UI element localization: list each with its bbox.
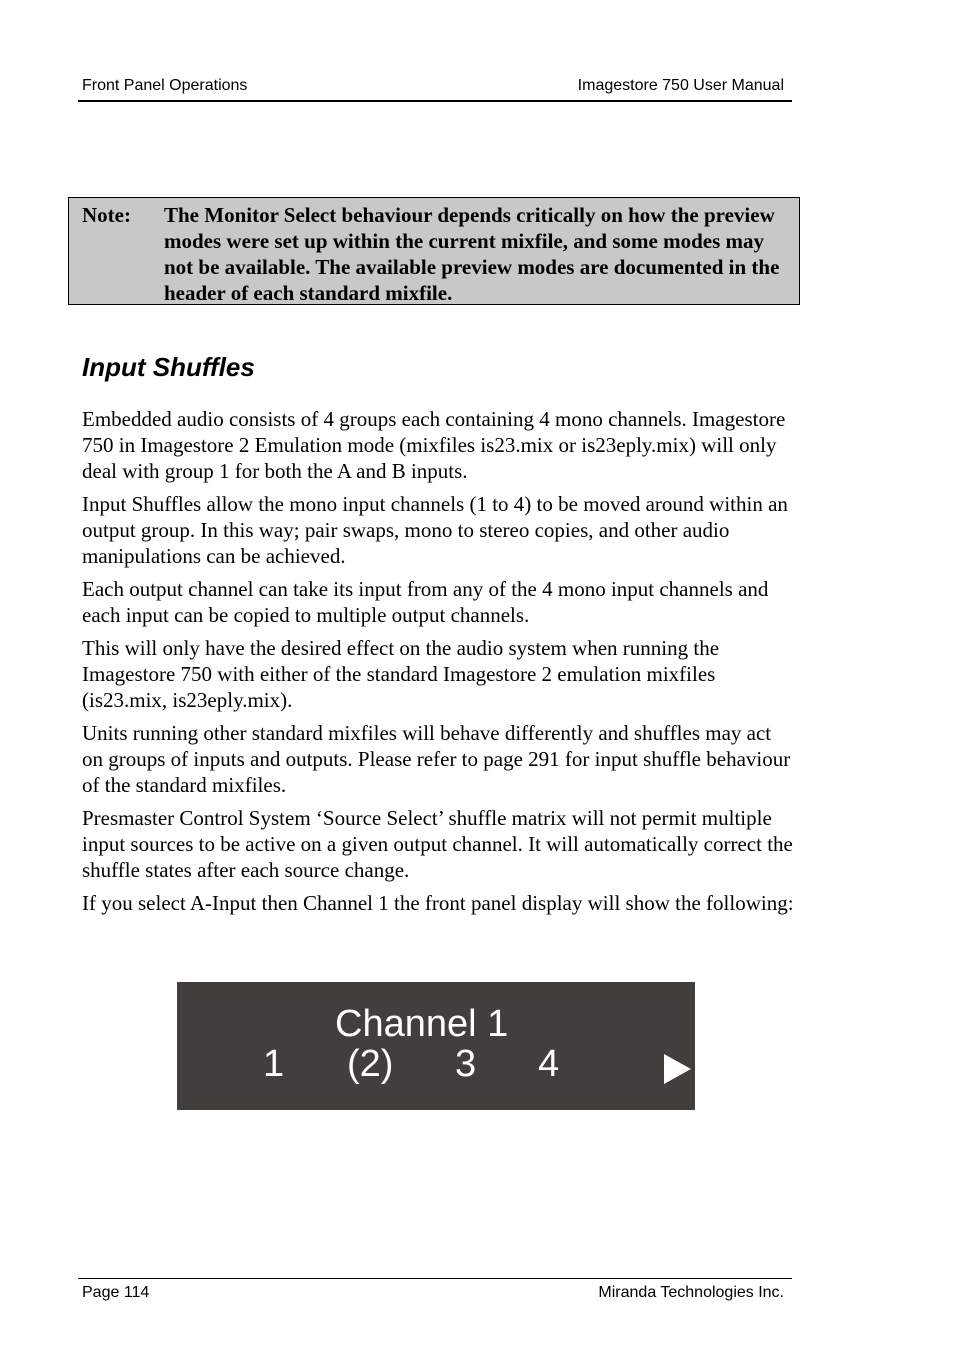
display-title: Channel 1 [335, 1003, 509, 1045]
display-channel-3: 3 [455, 1043, 477, 1085]
note-label: Note: [82, 203, 131, 227]
display-channel-4: 4 [538, 1043, 560, 1085]
right-triangle-icon [664, 1054, 691, 1084]
paragraph: Embedded audio consists of 4 groups each containing 4 mono channels. Imagestore 750 in Imagestore 2 Emulation mode (mixfiles is23.mix or is23eply.mix) will only deal with group 1 for both the A and B inputs. [82, 407, 786, 483]
body-text [82, 406, 794, 923]
paragraph: Units running other standard mixfiles will behave differently and shuffles may act on groups of inputs and outputs. Please refer to page 291 for input shuffle behaviour of the standard mixfiles. [82, 721, 791, 797]
paragraph: Presmaster Control System ‘Source Select’ shuffle matrix will not permit multiple input sources to be active on a given output channel. It will automatically correct the shuffle states after each source change. [82, 806, 793, 882]
paragraph: This will only have the desired effect on the audio system when running the Imagestore 750 with either of the standard Imagestore 2 emulation mixfiles (is23.mix, is23eply.mix). [82, 636, 720, 712]
header-manual-title: Imagestore 750 User Manual [577, 77, 784, 94]
note-box [68, 197, 800, 305]
display-channel-1: 1 [263, 1043, 285, 1085]
page-number: Page 114 [82, 1284, 150, 1301]
page-footer [78, 1278, 792, 1305]
section-heading: Input Shuffles [82, 352, 255, 382]
paragraph: If you select A-Input then Channel 1 the front panel display will show the following: [82, 891, 794, 915]
header-section: Front Panel Operations [82, 77, 248, 94]
paragraph: Input Shuffles allow the mono input channels (1 to 4) to be moved around within an output group. In this way; pair swaps, mono to stereo copies, and other audio manipulations can be achieved. [82, 492, 788, 568]
note-text: The Monitor Select behaviour depends critically on how the preview modes were set up within the current mixfile, and some modes may not be available. The available preview modes are documented in the header of each standard mixfile. [164, 203, 780, 305]
front-panel-display [177, 982, 695, 1110]
footer-company: Miranda Technologies Inc. [598, 1284, 784, 1301]
paragraph: Each output channel can take its input from any of the 4 mono input channels and each input can be copied to multiple output channels. [82, 577, 769, 627]
display-channel-2: (2) [347, 1043, 394, 1085]
page-header [78, 76, 792, 102]
